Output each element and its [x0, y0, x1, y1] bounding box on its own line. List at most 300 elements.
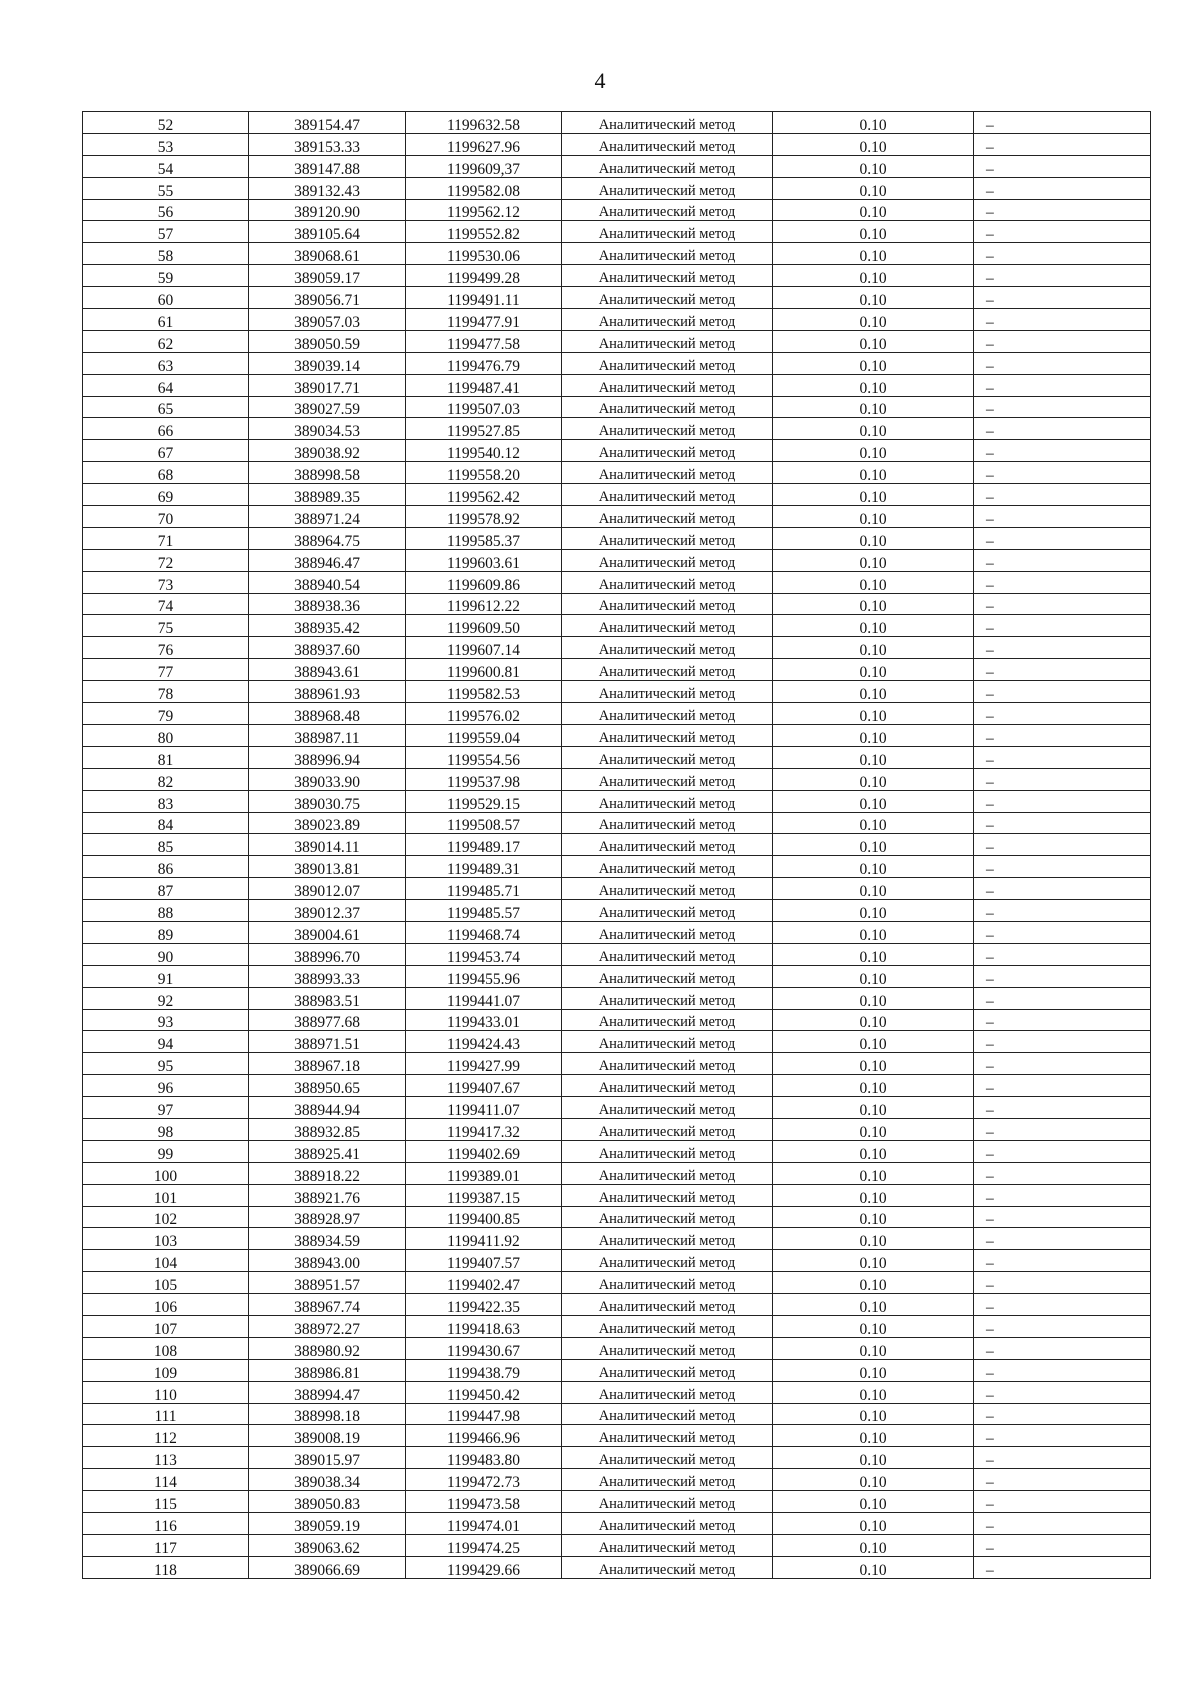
point-number-cell: 68 — [83, 462, 249, 484]
y-coordinate-cell: 1199558.20 — [406, 462, 562, 484]
point-number-cell: 78 — [83, 681, 249, 703]
accuracy-cell: 0.10 — [773, 856, 974, 878]
note-cell: – — [974, 1228, 1151, 1250]
point-number-cell: 86 — [83, 856, 249, 878]
x-coordinate-cell: 388950.65 — [249, 1075, 406, 1097]
note-cell: – — [974, 1315, 1151, 1337]
table-row — [83, 396, 1151, 418]
x-coordinate-cell: 389012.07 — [249, 878, 406, 900]
point-number-cell: 96 — [83, 1075, 249, 1097]
x-coordinate-cell: 388932.85 — [249, 1118, 406, 1140]
x-coordinate-cell: 389153.33 — [249, 133, 406, 155]
accuracy-cell: 0.10 — [773, 681, 974, 703]
x-coordinate-cell: 388998.58 — [249, 462, 406, 484]
x-coordinate-cell: 389013.81 — [249, 856, 406, 878]
accuracy-cell: 0.10 — [773, 1140, 974, 1162]
coordinates-table — [82, 111, 1151, 1579]
y-coordinate-cell: 1199407.67 — [406, 1075, 562, 1097]
accuracy-cell: 0.10 — [773, 900, 974, 922]
x-coordinate-cell: 389059.17 — [249, 265, 406, 287]
accuracy-cell: 0.10 — [773, 1228, 974, 1250]
table-row — [83, 265, 1151, 287]
x-coordinate-cell: 388961.93 — [249, 681, 406, 703]
y-coordinate-cell: 1199387.15 — [406, 1184, 562, 1206]
method-cell: Аналитический метод — [562, 1009, 773, 1031]
table-row — [83, 1337, 1151, 1359]
table-row — [83, 527, 1151, 549]
point-number-cell: 99 — [83, 1140, 249, 1162]
accuracy-cell: 0.10 — [773, 1403, 974, 1425]
method-cell: Аналитический метод — [562, 1534, 773, 1556]
y-coordinate-cell: 1199402.69 — [406, 1140, 562, 1162]
table-row — [83, 1140, 1151, 1162]
x-coordinate-cell: 388971.51 — [249, 1031, 406, 1053]
x-coordinate-cell: 389057.03 — [249, 309, 406, 331]
accuracy-cell: 0.10 — [773, 790, 974, 812]
x-coordinate-cell: 389050.83 — [249, 1491, 406, 1513]
x-coordinate-cell: 388987.11 — [249, 724, 406, 746]
table-row — [83, 1184, 1151, 1206]
table-row — [83, 593, 1151, 615]
note-cell: – — [974, 856, 1151, 878]
method-cell: Аналитический метод — [562, 330, 773, 352]
y-coordinate-cell: 1199450.42 — [406, 1381, 562, 1403]
x-coordinate-cell: 388951.57 — [249, 1272, 406, 1294]
point-number-cell: 54 — [83, 155, 249, 177]
table-row — [83, 1425, 1151, 1447]
y-coordinate-cell: 1199540.12 — [406, 440, 562, 462]
note-cell: – — [974, 1491, 1151, 1513]
accuracy-cell: 0.10 — [773, 374, 974, 396]
method-cell: Аналитический метод — [562, 703, 773, 725]
method-cell: Аналитический метод — [562, 1053, 773, 1075]
table-row — [83, 330, 1151, 352]
x-coordinate-cell: 388921.76 — [249, 1184, 406, 1206]
x-coordinate-cell: 389066.69 — [249, 1556, 406, 1578]
method-cell: Аналитический метод — [562, 1294, 773, 1316]
note-cell: – — [974, 593, 1151, 615]
y-coordinate-cell: 1199576.02 — [406, 703, 562, 725]
table-row — [83, 506, 1151, 528]
y-coordinate-cell: 1199441.07 — [406, 987, 562, 1009]
note-cell: – — [974, 484, 1151, 506]
accuracy-cell: 0.10 — [773, 834, 974, 856]
note-cell: – — [974, 1556, 1151, 1578]
table-row — [83, 177, 1151, 199]
point-number-cell: 114 — [83, 1469, 249, 1491]
x-coordinate-cell: 388971.24 — [249, 506, 406, 528]
note-cell: – — [974, 1206, 1151, 1228]
method-cell: Аналитический метод — [562, 1403, 773, 1425]
accuracy-cell: 0.10 — [773, 1272, 974, 1294]
table-row — [83, 659, 1151, 681]
accuracy-cell: 0.10 — [773, 221, 974, 243]
table-row — [83, 637, 1151, 659]
table-row — [83, 112, 1151, 134]
y-coordinate-cell: 1199609.50 — [406, 615, 562, 637]
point-number-cell: 57 — [83, 221, 249, 243]
note-cell: – — [974, 1097, 1151, 1119]
table-row — [83, 1513, 1151, 1535]
x-coordinate-cell: 388940.54 — [249, 571, 406, 593]
table-row — [83, 900, 1151, 922]
x-coordinate-cell: 388928.97 — [249, 1206, 406, 1228]
point-number-cell: 90 — [83, 943, 249, 965]
note-cell: – — [974, 1250, 1151, 1272]
method-cell: Аналитический метод — [562, 659, 773, 681]
x-coordinate-cell: 389132.43 — [249, 177, 406, 199]
note-cell: – — [974, 1359, 1151, 1381]
table-row — [83, 987, 1151, 1009]
table-row — [83, 703, 1151, 725]
method-cell: Аналитический метод — [562, 462, 773, 484]
table-row — [83, 1359, 1151, 1381]
table-row — [83, 1381, 1151, 1403]
y-coordinate-cell: 1199562.12 — [406, 199, 562, 221]
point-number-cell: 70 — [83, 506, 249, 528]
method-cell: Аналитический метод — [562, 856, 773, 878]
note-cell: – — [974, 1513, 1151, 1535]
y-coordinate-cell: 1199466.96 — [406, 1425, 562, 1447]
y-coordinate-cell: 1199407.57 — [406, 1250, 562, 1272]
x-coordinate-cell: 388938.36 — [249, 593, 406, 615]
accuracy-cell: 0.10 — [773, 1250, 974, 1272]
table-row — [83, 1162, 1151, 1184]
y-coordinate-cell: 1199483.80 — [406, 1447, 562, 1469]
method-cell: Аналитический метод — [562, 746, 773, 768]
x-coordinate-cell: 388925.41 — [249, 1140, 406, 1162]
table-row — [83, 133, 1151, 155]
x-coordinate-cell: 389105.64 — [249, 221, 406, 243]
note-cell: – — [974, 221, 1151, 243]
point-number-cell: 71 — [83, 527, 249, 549]
x-coordinate-cell: 389120.90 — [249, 199, 406, 221]
point-number-cell: 79 — [83, 703, 249, 725]
y-coordinate-cell: 1199402.47 — [406, 1272, 562, 1294]
point-number-cell: 65 — [83, 396, 249, 418]
method-cell: Аналитический метод — [562, 724, 773, 746]
table-row — [83, 746, 1151, 768]
point-number-cell: 77 — [83, 659, 249, 681]
x-coordinate-cell: 389012.37 — [249, 900, 406, 922]
accuracy-cell: 0.10 — [773, 462, 974, 484]
table-row — [83, 1009, 1151, 1031]
note-cell: – — [974, 462, 1151, 484]
y-coordinate-cell: 1199600.81 — [406, 659, 562, 681]
accuracy-cell: 0.10 — [773, 177, 974, 199]
point-number-cell: 67 — [83, 440, 249, 462]
x-coordinate-cell: 388944.94 — [249, 1097, 406, 1119]
point-number-cell: 56 — [83, 199, 249, 221]
method-cell: Аналитический метод — [562, 768, 773, 790]
note-cell: – — [974, 112, 1151, 134]
y-coordinate-cell: 1199612.22 — [406, 593, 562, 615]
y-coordinate-cell: 1199473.58 — [406, 1491, 562, 1513]
y-coordinate-cell: 1199507.03 — [406, 396, 562, 418]
point-number-cell: 92 — [83, 987, 249, 1009]
y-coordinate-cell: 1199582.53 — [406, 681, 562, 703]
y-coordinate-cell: 1199427.99 — [406, 1053, 562, 1075]
method-cell: Аналитический метод — [562, 681, 773, 703]
point-number-cell: 55 — [83, 177, 249, 199]
accuracy-cell: 0.10 — [773, 155, 974, 177]
note-cell: – — [974, 440, 1151, 462]
method-cell: Аналитический метод — [562, 637, 773, 659]
table-row — [83, 1272, 1151, 1294]
point-number-cell: 69 — [83, 484, 249, 506]
note-cell: – — [974, 1294, 1151, 1316]
x-coordinate-cell: 388994.47 — [249, 1381, 406, 1403]
x-coordinate-cell: 389034.53 — [249, 418, 406, 440]
point-number-cell: 84 — [83, 812, 249, 834]
accuracy-cell: 0.10 — [773, 418, 974, 440]
x-coordinate-cell: 388980.92 — [249, 1337, 406, 1359]
point-number-cell: 80 — [83, 724, 249, 746]
note-cell: – — [974, 659, 1151, 681]
y-coordinate-cell: 1199433.01 — [406, 1009, 562, 1031]
point-number-cell: 100 — [83, 1162, 249, 1184]
note-cell: – — [974, 155, 1151, 177]
method-cell: Аналитический метод — [562, 133, 773, 155]
point-number-cell: 107 — [83, 1315, 249, 1337]
method-cell: Аналитический метод — [562, 112, 773, 134]
note-cell: – — [974, 374, 1151, 396]
y-coordinate-cell: 1199430.67 — [406, 1337, 562, 1359]
y-coordinate-cell: 1199562.42 — [406, 484, 562, 506]
note-cell: – — [974, 1381, 1151, 1403]
method-cell: Аналитический метод — [562, 1184, 773, 1206]
y-coordinate-cell: 1199476.79 — [406, 352, 562, 374]
x-coordinate-cell: 388964.75 — [249, 527, 406, 549]
point-number-cell: 94 — [83, 1031, 249, 1053]
x-coordinate-cell: 389014.11 — [249, 834, 406, 856]
table-row — [83, 856, 1151, 878]
method-cell: Аналитический метод — [562, 921, 773, 943]
method-cell: Аналитический метод — [562, 199, 773, 221]
x-coordinate-cell: 388934.59 — [249, 1228, 406, 1250]
y-coordinate-cell: 1199578.92 — [406, 506, 562, 528]
accuracy-cell: 0.10 — [773, 112, 974, 134]
x-coordinate-cell: 389056.71 — [249, 287, 406, 309]
coordinates-table-body — [83, 112, 1151, 1579]
point-number-cell: 83 — [83, 790, 249, 812]
y-coordinate-cell: 1199627.96 — [406, 133, 562, 155]
x-coordinate-cell: 388937.60 — [249, 637, 406, 659]
table-row — [83, 1250, 1151, 1272]
note-cell: – — [974, 265, 1151, 287]
accuracy-cell: 0.10 — [773, 921, 974, 943]
point-number-cell: 89 — [83, 921, 249, 943]
y-coordinate-cell: 1199585.37 — [406, 527, 562, 549]
table-row — [83, 790, 1151, 812]
table-row — [83, 834, 1151, 856]
table-row — [83, 681, 1151, 703]
method-cell: Аналитический метод — [562, 265, 773, 287]
table-row — [83, 1315, 1151, 1337]
y-coordinate-cell: 1199424.43 — [406, 1031, 562, 1053]
method-cell: Аналитический метод — [562, 1075, 773, 1097]
method-cell: Аналитический метод — [562, 1337, 773, 1359]
point-number-cell: 61 — [83, 309, 249, 331]
y-coordinate-cell: 1199453.74 — [406, 943, 562, 965]
note-cell: – — [974, 615, 1151, 637]
y-coordinate-cell: 1199411.07 — [406, 1097, 562, 1119]
x-coordinate-cell: 389154.47 — [249, 112, 406, 134]
accuracy-cell: 0.10 — [773, 703, 974, 725]
method-cell: Аналитический метод — [562, 440, 773, 462]
y-coordinate-cell: 1199485.71 — [406, 878, 562, 900]
method-cell: Аналитический метод — [562, 352, 773, 374]
accuracy-cell: 0.10 — [773, 549, 974, 571]
method-cell: Аналитический метод — [562, 1162, 773, 1184]
table-row — [83, 812, 1151, 834]
note-cell: – — [974, 681, 1151, 703]
note-cell: – — [974, 1162, 1151, 1184]
y-coordinate-cell: 1199418.63 — [406, 1315, 562, 1337]
note-cell: – — [974, 637, 1151, 659]
accuracy-cell: 0.10 — [773, 1184, 974, 1206]
accuracy-cell: 0.10 — [773, 571, 974, 593]
note-cell: – — [974, 1009, 1151, 1031]
point-number-cell: 88 — [83, 900, 249, 922]
note-cell: – — [974, 1425, 1151, 1447]
note-cell: – — [974, 506, 1151, 528]
note-cell: – — [974, 965, 1151, 987]
point-number-cell: 116 — [83, 1513, 249, 1535]
y-coordinate-cell: 1199582.08 — [406, 177, 562, 199]
point-number-cell: 75 — [83, 615, 249, 637]
accuracy-cell: 0.10 — [773, 1447, 974, 1469]
table-row — [83, 1403, 1151, 1425]
x-coordinate-cell: 388983.51 — [249, 987, 406, 1009]
point-number-cell: 113 — [83, 1447, 249, 1469]
point-number-cell: 101 — [83, 1184, 249, 1206]
method-cell: Аналитический метод — [562, 287, 773, 309]
table-row — [83, 878, 1151, 900]
point-number-cell: 85 — [83, 834, 249, 856]
table-row — [83, 1228, 1151, 1250]
point-number-cell: 108 — [83, 1337, 249, 1359]
point-number-cell: 104 — [83, 1250, 249, 1272]
method-cell: Аналитический метод — [562, 834, 773, 856]
table-row — [83, 374, 1151, 396]
y-coordinate-cell: 1199607.14 — [406, 637, 562, 659]
note-cell: – — [974, 1469, 1151, 1491]
accuracy-cell: 0.10 — [773, 243, 974, 265]
note-cell: – — [974, 1337, 1151, 1359]
point-number-cell: 97 — [83, 1097, 249, 1119]
y-coordinate-cell: 1199537.98 — [406, 768, 562, 790]
accuracy-cell: 0.10 — [773, 1556, 974, 1578]
note-cell: – — [974, 724, 1151, 746]
note-cell: – — [974, 177, 1151, 199]
point-number-cell: 103 — [83, 1228, 249, 1250]
x-coordinate-cell: 388968.48 — [249, 703, 406, 725]
y-coordinate-cell: 1199552.82 — [406, 221, 562, 243]
accuracy-cell: 0.10 — [773, 506, 974, 528]
method-cell: Аналитический метод — [562, 1228, 773, 1250]
method-cell: Аналитический метод — [562, 396, 773, 418]
method-cell: Аналитический метод — [562, 1140, 773, 1162]
accuracy-cell: 0.10 — [773, 133, 974, 155]
x-coordinate-cell: 389063.62 — [249, 1534, 406, 1556]
note-cell: – — [974, 1075, 1151, 1097]
y-coordinate-cell: 1199472.73 — [406, 1469, 562, 1491]
point-number-cell: 53 — [83, 133, 249, 155]
method-cell: Аналитический метод — [562, 615, 773, 637]
x-coordinate-cell: 388935.42 — [249, 615, 406, 637]
accuracy-cell: 0.10 — [773, 352, 974, 374]
point-number-cell: 106 — [83, 1294, 249, 1316]
method-cell: Аналитический метод — [562, 1315, 773, 1337]
method-cell: Аналитический метод — [562, 549, 773, 571]
method-cell: Аналитический метод — [562, 155, 773, 177]
accuracy-cell: 0.10 — [773, 593, 974, 615]
y-coordinate-cell: 1199429.66 — [406, 1556, 562, 1578]
accuracy-cell: 0.10 — [773, 965, 974, 987]
table-row — [83, 221, 1151, 243]
table-row — [83, 943, 1151, 965]
method-cell: Аналитический метод — [562, 1206, 773, 1228]
note-cell: – — [974, 549, 1151, 571]
table-row — [83, 1097, 1151, 1119]
accuracy-cell: 0.10 — [773, 812, 974, 834]
accuracy-cell: 0.10 — [773, 659, 974, 681]
accuracy-cell: 0.10 — [773, 199, 974, 221]
x-coordinate-cell: 388967.74 — [249, 1294, 406, 1316]
table-row — [83, 1556, 1151, 1578]
y-coordinate-cell: 1199477.58 — [406, 330, 562, 352]
x-coordinate-cell: 389038.92 — [249, 440, 406, 462]
point-number-cell: 72 — [83, 549, 249, 571]
accuracy-cell: 0.10 — [773, 1031, 974, 1053]
table-row — [83, 965, 1151, 987]
accuracy-cell: 0.10 — [773, 746, 974, 768]
note-cell: – — [974, 790, 1151, 812]
table-row — [83, 1206, 1151, 1228]
point-number-cell: 117 — [83, 1534, 249, 1556]
point-number-cell: 112 — [83, 1425, 249, 1447]
method-cell: Аналитический метод — [562, 987, 773, 1009]
y-coordinate-cell: 1199468.74 — [406, 921, 562, 943]
x-coordinate-cell: 389015.97 — [249, 1447, 406, 1469]
note-cell: – — [974, 768, 1151, 790]
method-cell: Аналитический метод — [562, 418, 773, 440]
note-cell: – — [974, 352, 1151, 374]
method-cell: Аналитический метод — [562, 571, 773, 593]
method-cell: Аналитический метод — [562, 812, 773, 834]
x-coordinate-cell: 388998.18 — [249, 1403, 406, 1425]
note-cell: – — [974, 746, 1151, 768]
point-number-cell: 66 — [83, 418, 249, 440]
note-cell: – — [974, 1184, 1151, 1206]
method-cell: Аналитический метод — [562, 593, 773, 615]
y-coordinate-cell: 1199499.28 — [406, 265, 562, 287]
y-coordinate-cell: 1199491.11 — [406, 287, 562, 309]
note-cell: – — [974, 987, 1151, 1009]
note-cell: – — [974, 921, 1151, 943]
point-number-cell: 64 — [83, 374, 249, 396]
point-number-cell: 81 — [83, 746, 249, 768]
note-cell: – — [974, 812, 1151, 834]
accuracy-cell: 0.10 — [773, 440, 974, 462]
note-cell: – — [974, 1534, 1151, 1556]
y-coordinate-cell: 1199603.61 — [406, 549, 562, 571]
note-cell: – — [974, 1403, 1151, 1425]
accuracy-cell: 0.10 — [773, 1053, 974, 1075]
note-cell: – — [974, 1053, 1151, 1075]
point-number-cell: 62 — [83, 330, 249, 352]
